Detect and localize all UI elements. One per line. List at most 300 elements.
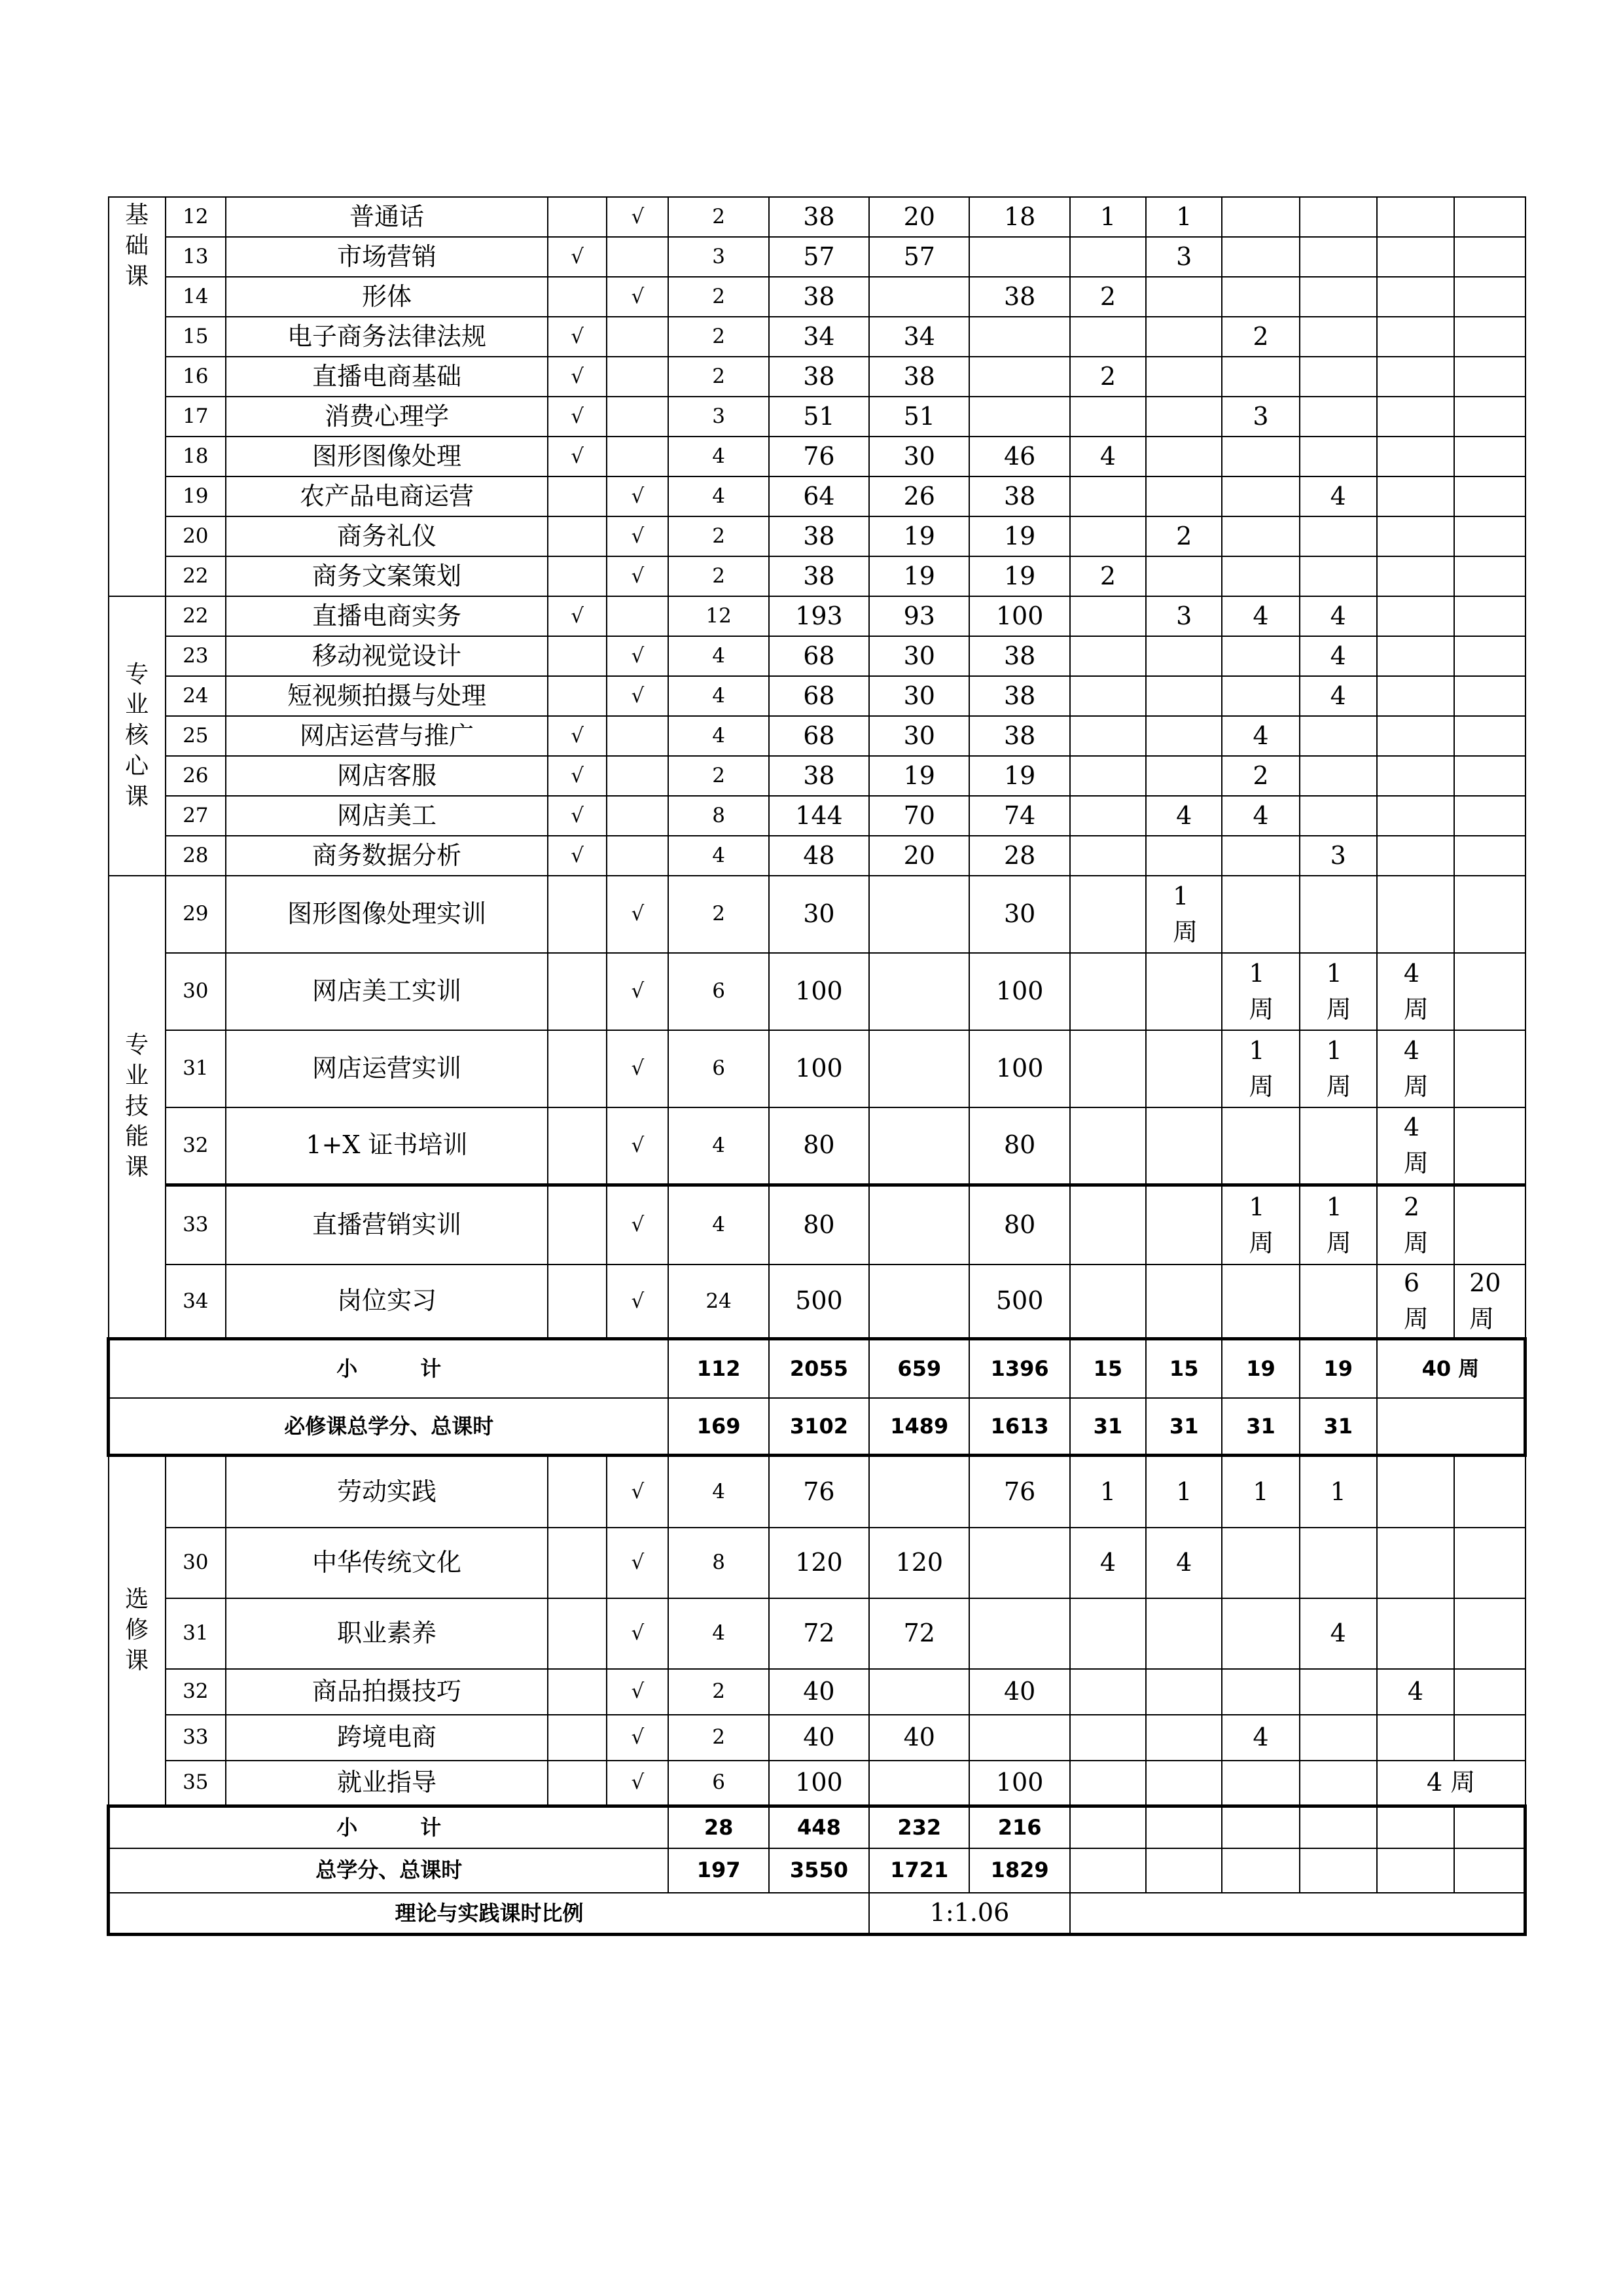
- total-hours: 38: [769, 516, 869, 556]
- course-name: 网店美工实训: [226, 953, 548, 1030]
- semester-hours: 1 周: [1222, 1030, 1299, 1107]
- semester-hours: 4: [1222, 716, 1299, 756]
- course-number: 20: [166, 516, 226, 556]
- total-hours: 38: [769, 357, 869, 397]
- semester-hours: [1222, 437, 1299, 476]
- semester-hours: [1222, 1669, 1299, 1715]
- practice-hours: 100: [969, 596, 1069, 636]
- summary-value: 28: [668, 1806, 768, 1848]
- semester-hours: [1454, 516, 1525, 556]
- total-hours: 144: [769, 796, 869, 836]
- required-mark: [548, 1761, 607, 1806]
- summary-value: 31: [1300, 1398, 1377, 1456]
- required-mark: [548, 476, 607, 516]
- practice-hours: [969, 397, 1069, 437]
- summary-row: [109, 1848, 1525, 1893]
- elective-mark: [607, 836, 668, 876]
- course-number: 25: [166, 716, 226, 756]
- theory-hours: [869, 1185, 969, 1265]
- course-number: 28: [166, 836, 226, 876]
- semester-hours: [1300, 237, 1377, 277]
- elective-mark: √: [607, 516, 668, 556]
- credit-value: 8: [668, 1528, 768, 1598]
- required-mark: √: [548, 237, 607, 277]
- semester-hours: 3: [1300, 836, 1377, 876]
- required-mark: [548, 876, 607, 953]
- semester-hours: [1146, 636, 1222, 676]
- semester-hours: [1070, 676, 1146, 716]
- course-name: 直播电商实务: [226, 596, 548, 636]
- table-row: [109, 1528, 1525, 1598]
- required-mark: [548, 676, 607, 716]
- semester-hours: [1070, 953, 1146, 1030]
- semester-hours: [1070, 1598, 1146, 1669]
- summary-row: [109, 1339, 1525, 1398]
- semester-hours: 2: [1070, 556, 1146, 596]
- credit-value: 2: [668, 1715, 768, 1761]
- semester-hours: [1146, 317, 1222, 357]
- semester-hours: [1377, 636, 1454, 676]
- summary-label: 小 计: [109, 1806, 669, 1848]
- semester-hours: 4 周: [1377, 1107, 1454, 1185]
- semester-hours: [1300, 876, 1377, 953]
- required-mark: √: [548, 357, 607, 397]
- summary-label: 总学分、总课时: [109, 1848, 669, 1893]
- credit-value: 6: [668, 1761, 768, 1806]
- total-hours: 76: [769, 437, 869, 476]
- practice-hours: [969, 317, 1069, 357]
- required-mark: [548, 1030, 607, 1107]
- elective-mark: [607, 437, 668, 476]
- semester-hours: [1454, 1185, 1525, 1265]
- theory-hours: 30: [869, 636, 969, 676]
- course-name: 职业素养: [226, 1598, 548, 1669]
- semester-hours: 6 周: [1377, 1265, 1454, 1339]
- credit-value: 2: [668, 876, 768, 953]
- category-label: 基 础 课: [109, 197, 166, 596]
- summary-value: 31: [1222, 1398, 1299, 1456]
- summary-blank: [1300, 1806, 1377, 1848]
- semester-hours: [1146, 437, 1222, 476]
- semester-hours: 1: [1300, 1456, 1377, 1528]
- course-name: 商务文案策划: [226, 556, 548, 596]
- theory-hours: [869, 277, 969, 317]
- semester-hours: [1222, 277, 1299, 317]
- course-number: 23: [166, 636, 226, 676]
- table-row: [109, 437, 1525, 476]
- course-number: 34: [166, 1265, 226, 1339]
- ratio-blank: [1070, 1893, 1525, 1935]
- credit-value: 2: [668, 357, 768, 397]
- semester-hours: [1454, 836, 1525, 876]
- course-number: 30: [166, 953, 226, 1030]
- table-row: [109, 876, 1525, 953]
- theory-hours: 38: [869, 357, 969, 397]
- theory-hours: [869, 1107, 969, 1185]
- summary-label: 必修课总学分、总课时: [109, 1398, 669, 1456]
- required-mark: [548, 1265, 607, 1339]
- semester-hours: [1146, 556, 1222, 596]
- theory-hours: [869, 1456, 969, 1528]
- practice-hours: 38: [969, 676, 1069, 716]
- semester-hours: [1377, 357, 1454, 397]
- semester-hours: [1300, 1265, 1377, 1339]
- semester-hours: [1070, 237, 1146, 277]
- practice-hours: [969, 1598, 1069, 1669]
- semester-hours: [1146, 1107, 1222, 1185]
- semester-hours: 4: [1377, 1669, 1454, 1715]
- elective-mark: √: [607, 1185, 668, 1265]
- elective-mark: √: [607, 1456, 668, 1528]
- elective-mark: √: [607, 636, 668, 676]
- semester-hours: [1300, 1761, 1377, 1806]
- theory-hours: 20: [869, 197, 969, 237]
- semester-hours: [1454, 756, 1525, 796]
- semester-hours: [1222, 237, 1299, 277]
- practice-hours: 19: [969, 516, 1069, 556]
- course-number: 33: [166, 1185, 226, 1265]
- theory-hours: [869, 1265, 969, 1339]
- theory-hours: 57: [869, 237, 969, 277]
- semester-hours: 3: [1146, 237, 1222, 277]
- credit-value: 4: [668, 476, 768, 516]
- semester-hours: 4: [1070, 1528, 1146, 1598]
- semester-hours: 4: [1222, 596, 1299, 636]
- semester-hours: [1070, 1265, 1146, 1339]
- semester-hours: [1070, 876, 1146, 953]
- practice-hours: 80: [969, 1107, 1069, 1185]
- semester-hours: [1300, 357, 1377, 397]
- summary-value: 216: [969, 1806, 1069, 1848]
- summary-value: 19: [1300, 1339, 1377, 1398]
- course-name: 网店美工: [226, 796, 548, 836]
- credit-value: 2: [668, 756, 768, 796]
- semester-hours: [1377, 476, 1454, 516]
- semester-hours: 1 周: [1146, 876, 1222, 953]
- semester-hours: [1454, 476, 1525, 516]
- semester-hours: [1070, 397, 1146, 437]
- elective-mark: √: [607, 953, 668, 1030]
- summary-value: 1721: [869, 1848, 969, 1893]
- semester-hours: [1300, 716, 1377, 756]
- semester-hours: [1454, 556, 1525, 596]
- credit-value: 6: [668, 1030, 768, 1107]
- ratio-row: [109, 1893, 1525, 1935]
- required-mark: √: [548, 397, 607, 437]
- course-number: 18: [166, 437, 226, 476]
- semester-hours: 2: [1146, 516, 1222, 556]
- semester-hours: 1: [1070, 1456, 1146, 1528]
- semester-hours: [1300, 1715, 1377, 1761]
- table-row: [109, 796, 1525, 836]
- table-row: [109, 357, 1525, 397]
- semester-hours: [1222, 1761, 1299, 1806]
- elective-mark: [607, 796, 668, 836]
- semester-hours: [1146, 953, 1222, 1030]
- summary-blank: [1070, 1806, 1146, 1848]
- course-number: 16: [166, 357, 226, 397]
- summary-blank: [1377, 1398, 1525, 1456]
- category-label: 选 修 课: [109, 1456, 166, 1806]
- required-mark: √: [548, 317, 607, 357]
- course-name: 跨境电商: [226, 1715, 548, 1761]
- semester-hours: [1070, 596, 1146, 636]
- theory-hours: 51: [869, 397, 969, 437]
- summary-value: 31: [1146, 1398, 1222, 1456]
- semester-hours: 4 周: [1377, 1761, 1525, 1806]
- course-name: 消费心理学: [226, 397, 548, 437]
- course-number: 26: [166, 756, 226, 796]
- practice-hours: 46: [969, 437, 1069, 476]
- course-number: 32: [166, 1669, 226, 1715]
- summary-value: 1396: [969, 1339, 1069, 1398]
- theory-hours: 34: [869, 317, 969, 357]
- practice-hours: 500: [969, 1265, 1069, 1339]
- required-mark: √: [548, 437, 607, 476]
- summary-weeks: 40 周: [1377, 1339, 1525, 1398]
- total-hours: 193: [769, 596, 869, 636]
- total-hours: 120: [769, 1528, 869, 1598]
- semester-hours: 1 周: [1300, 1185, 1377, 1265]
- semester-hours: 3: [1222, 397, 1299, 437]
- elective-mark: √: [607, 1528, 668, 1598]
- semester-hours: [1070, 1030, 1146, 1107]
- semester-hours: [1454, 197, 1525, 237]
- practice-hours: 74: [969, 796, 1069, 836]
- credit-value: 4: [668, 1107, 768, 1185]
- table-row: [109, 1715, 1525, 1761]
- practice-hours: 76: [969, 1456, 1069, 1528]
- credit-value: 4: [668, 1598, 768, 1669]
- course-number: 30: [166, 1528, 226, 1598]
- semester-hours: [1222, 476, 1299, 516]
- credit-value: 6: [668, 953, 768, 1030]
- credit-value: 4: [668, 1185, 768, 1265]
- course-name: 网店客服: [226, 756, 548, 796]
- course-name: 电子商务法律法规: [226, 317, 548, 357]
- practice-hours: [969, 1528, 1069, 1598]
- semester-hours: [1300, 516, 1377, 556]
- table-row: [109, 197, 1525, 237]
- semester-hours: [1222, 1265, 1299, 1339]
- semester-hours: 1 周: [1222, 1185, 1299, 1265]
- semester-hours: 1: [1146, 197, 1222, 237]
- semester-hours: 20 周: [1454, 1265, 1525, 1339]
- course-name: 中华传统文化: [226, 1528, 548, 1598]
- semester-hours: [1070, 1761, 1146, 1806]
- semester-hours: [1300, 437, 1377, 476]
- semester-hours: [1222, 516, 1299, 556]
- semester-hours: [1222, 197, 1299, 237]
- semester-hours: [1454, 1598, 1525, 1669]
- summary-value: 15: [1146, 1339, 1222, 1398]
- semester-hours: [1222, 1598, 1299, 1669]
- semester-hours: 4: [1146, 796, 1222, 836]
- semester-hours: [1377, 556, 1454, 596]
- semester-hours: [1146, 1669, 1222, 1715]
- table-row: [109, 1761, 1525, 1806]
- course-name: 直播营销实训: [226, 1185, 548, 1265]
- semester-hours: 1: [1146, 1456, 1222, 1528]
- required-mark: [548, 1598, 607, 1669]
- course-name: 农产品电商运营: [226, 476, 548, 516]
- semester-hours: [1377, 516, 1454, 556]
- theory-hours: 19: [869, 516, 969, 556]
- credit-value: 2: [668, 516, 768, 556]
- table-row: [109, 1265, 1525, 1339]
- course-name: 图形图像处理: [226, 437, 548, 476]
- total-hours: 80: [769, 1107, 869, 1185]
- required-mark: [548, 953, 607, 1030]
- semester-hours: [1454, 676, 1525, 716]
- semester-hours: [1146, 476, 1222, 516]
- summary-row: [109, 1398, 1525, 1456]
- semester-hours: [1070, 1715, 1146, 1761]
- semester-hours: [1377, 716, 1454, 756]
- table-body: [109, 197, 1525, 1935]
- semester-hours: [1070, 1185, 1146, 1265]
- elective-mark: √: [607, 556, 668, 596]
- semester-hours: [1454, 876, 1525, 953]
- total-hours: 68: [769, 636, 869, 676]
- semester-hours: [1454, 596, 1525, 636]
- total-hours: 100: [769, 1030, 869, 1107]
- table-row: [109, 596, 1525, 636]
- category-label: 专 业 技 能 课: [109, 876, 166, 1339]
- summary-value: 448: [769, 1806, 869, 1848]
- semester-hours: 4: [1300, 596, 1377, 636]
- table-row: [109, 716, 1525, 756]
- table-row: [109, 836, 1525, 876]
- total-hours: 34: [769, 317, 869, 357]
- theory-hours: 93: [869, 596, 969, 636]
- course-number: 24: [166, 676, 226, 716]
- table-row: [109, 1107, 1525, 1185]
- semester-hours: 4: [1222, 1715, 1299, 1761]
- semester-hours: 4: [1300, 1598, 1377, 1669]
- elective-mark: [607, 397, 668, 437]
- semester-hours: 1: [1222, 1456, 1299, 1528]
- elective-mark: [607, 357, 668, 397]
- summary-blank: [1146, 1848, 1222, 1893]
- required-mark: [548, 277, 607, 317]
- semester-hours: [1300, 197, 1377, 237]
- summary-value: 197: [668, 1848, 768, 1893]
- credit-value: 2: [668, 197, 768, 237]
- credit-value: 24: [668, 1265, 768, 1339]
- course-number: 33: [166, 1715, 226, 1761]
- semester-hours: [1454, 1107, 1525, 1185]
- semester-hours: [1300, 277, 1377, 317]
- semester-hours: [1300, 317, 1377, 357]
- total-hours: 30: [769, 876, 869, 953]
- elective-mark: [607, 237, 668, 277]
- summary-value: 169: [668, 1398, 768, 1456]
- elective-mark: √: [607, 676, 668, 716]
- summary-value: 1489: [869, 1398, 969, 1456]
- practice-hours: 38: [969, 636, 1069, 676]
- summary-value: 659: [869, 1339, 969, 1398]
- semester-hours: 4 周: [1377, 953, 1454, 1030]
- practice-hours: 28: [969, 836, 1069, 876]
- table-row: [109, 1030, 1525, 1107]
- semester-hours: [1377, 1456, 1454, 1528]
- summary-blank: [1454, 1806, 1525, 1848]
- summary-value: 1613: [969, 1398, 1069, 1456]
- practice-hours: 38: [969, 716, 1069, 756]
- course-name: 形体: [226, 277, 548, 317]
- elective-mark: √: [607, 1761, 668, 1806]
- semester-hours: [1377, 1715, 1454, 1761]
- semester-hours: 1: [1070, 197, 1146, 237]
- table-row: [109, 516, 1525, 556]
- semester-hours: [1454, 397, 1525, 437]
- elective-mark: [607, 317, 668, 357]
- theory-hours: 72: [869, 1598, 969, 1669]
- semester-hours: [1454, 636, 1525, 676]
- credit-value: 12: [668, 596, 768, 636]
- course-name: 1+X 证书培训: [226, 1107, 548, 1185]
- semester-hours: [1070, 636, 1146, 676]
- credit-value: 3: [668, 397, 768, 437]
- course-number: 27: [166, 796, 226, 836]
- required-mark: √: [548, 756, 607, 796]
- table-row: [109, 397, 1525, 437]
- summary-value: 232: [869, 1806, 969, 1848]
- semester-hours: 4: [1146, 1528, 1222, 1598]
- semester-hours: [1146, 716, 1222, 756]
- practice-hours: 19: [969, 756, 1069, 796]
- semester-hours: 4: [1222, 796, 1299, 836]
- table-row: [109, 1598, 1525, 1669]
- practice-hours: [969, 357, 1069, 397]
- course-name: 普通话: [226, 197, 548, 237]
- course-number: 12: [166, 197, 226, 237]
- semester-hours: [1070, 716, 1146, 756]
- elective-mark: √: [607, 197, 668, 237]
- summary-value: 2055: [769, 1339, 869, 1398]
- summary-blank: [1377, 1806, 1454, 1848]
- required-mark: [548, 1185, 607, 1265]
- semester-hours: [1070, 476, 1146, 516]
- curriculum-table-sheet: [107, 196, 1527, 1931]
- semester-hours: [1454, 317, 1525, 357]
- total-hours: 100: [769, 1761, 869, 1806]
- practice-hours: 18: [969, 197, 1069, 237]
- course-number: 22: [166, 596, 226, 636]
- total-hours: 100: [769, 953, 869, 1030]
- summary-value: 3102: [769, 1398, 869, 1456]
- total-hours: 38: [769, 556, 869, 596]
- semester-hours: [1070, 836, 1146, 876]
- semester-hours: [1377, 317, 1454, 357]
- semester-hours: 4: [1070, 437, 1146, 476]
- course-name: 商品拍摄技巧: [226, 1669, 548, 1715]
- course-name: 图形图像处理实训: [226, 876, 548, 953]
- total-hours: 38: [769, 756, 869, 796]
- course-number: 35: [166, 1761, 226, 1806]
- semester-hours: [1222, 876, 1299, 953]
- practice-hours: 100: [969, 1761, 1069, 1806]
- course-number: 19: [166, 476, 226, 516]
- theory-hours: 20: [869, 836, 969, 876]
- course-name: 劳动实践: [226, 1456, 548, 1528]
- semester-hours: 2: [1222, 317, 1299, 357]
- elective-mark: [607, 596, 668, 636]
- course-number: 22: [166, 556, 226, 596]
- table-row: [109, 676, 1525, 716]
- credit-value: 4: [668, 676, 768, 716]
